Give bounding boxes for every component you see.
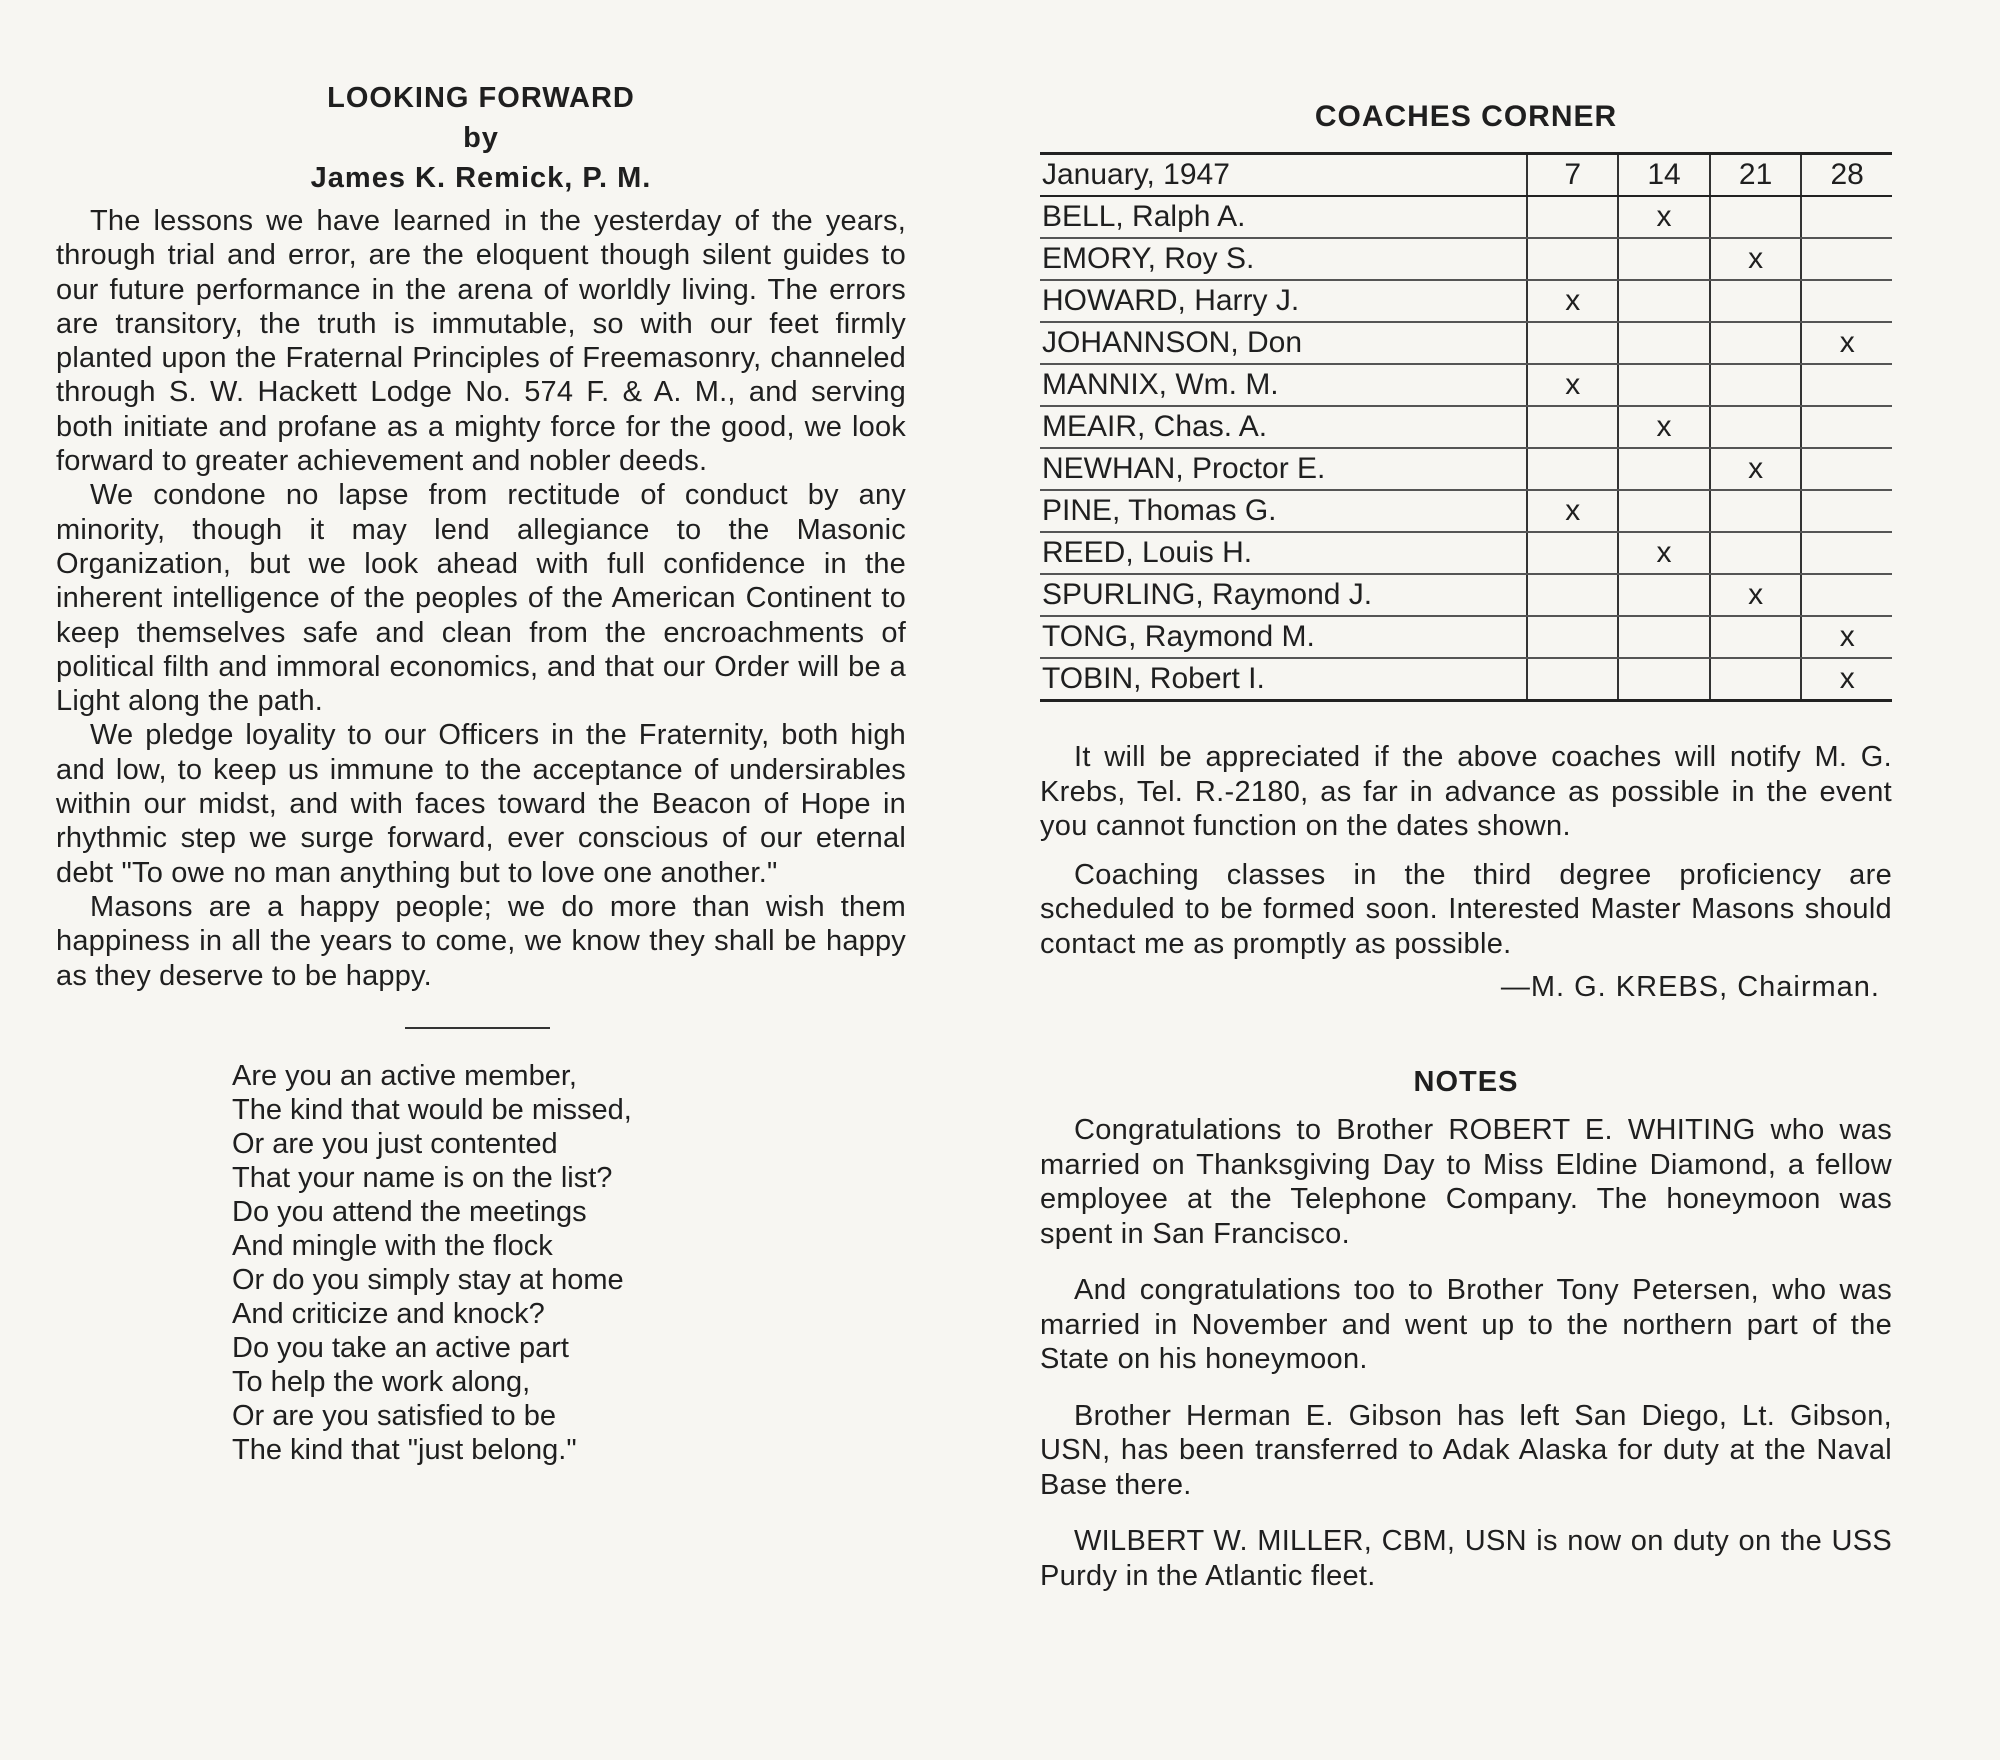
coach-mark	[1618, 616, 1710, 658]
table-row	[1040, 532, 1892, 574]
coach-mark	[1527, 574, 1618, 616]
coach-mark	[1710, 532, 1802, 574]
article-paragraph: We pledge loyality to our Officers in the Fraternity, both high and low, to keep us immune to the acceptance of undersirables within our midst, and with faces toward the Beacon of Hope in rhythmic step we surge forward, ever conscious of our eternal debt "To owe no man anything but to love one another."	[56, 719, 906, 889]
coach-mark	[1618, 448, 1710, 490]
coach-mark: x	[1801, 658, 1892, 701]
coach-mark	[1618, 490, 1710, 532]
coaches-corner-title: COACHES CORNER	[1314, 100, 1618, 133]
coach-mark: x	[1618, 532, 1710, 574]
coaches-notice: It will be appreciated if the above coaches will notify M. G. Krebs, Tel. R.-2180, as far in advance as possible in the event you cannot function on the dates shown.	[1040, 741, 1892, 842]
article-byline-by: by	[463, 122, 499, 154]
table-row	[1040, 490, 1892, 532]
poem-line: The kind that would be missed,	[232, 1093, 632, 1126]
poem-line: Or do you simply stay at home	[232, 1263, 624, 1296]
article-paragraph: We condone no lapse from rectitude of conduct by any minority, though it may lend allegiance to the Masonic Organization, but we look ahead with full confidence in the inherent intelligence of the peoples of the American Continent to keep themselves safe and clean from the encroachments of political filth and immoral economics, and that our Order will be a Light along the path.	[56, 479, 906, 718]
table-row	[1040, 616, 1892, 658]
table-header-date: 14	[1618, 154, 1710, 197]
coach-name: REED, Louis H.	[1040, 532, 1527, 574]
coach-mark	[1710, 490, 1802, 532]
coach-name: SPURLING, Raymond J.	[1040, 574, 1527, 616]
coach-mark	[1618, 364, 1710, 406]
coaching-classes-notice: Coaching classes in the third degree proficiency are scheduled to be formed soon. Interested Master Masons should contact me as promptly as possible.	[1040, 858, 1892, 960]
poem-line: Or are you satisfied to be	[232, 1399, 556, 1432]
article-title: LOOKING FORWARD	[327, 82, 635, 114]
coach-mark	[1618, 658, 1710, 701]
coach-mark	[1710, 280, 1802, 322]
table-row	[1040, 448, 1892, 490]
coach-mark	[1801, 196, 1892, 238]
coach-mark	[1527, 658, 1618, 701]
article-author: James K. Remick, P. M.	[310, 162, 652, 194]
left-page	[56, 78, 906, 1467]
coach-mark	[1801, 364, 1892, 406]
coach-mark: x	[1618, 196, 1710, 238]
note-item: And congratulations too to Brother Tony Petersen, who was married in November and went up to the northern part of the State on his honeymoon.	[1040, 1274, 1892, 1375]
coach-mark	[1618, 280, 1710, 322]
coach-name: EMORY, Roy S.	[1040, 238, 1527, 280]
right-page	[1040, 100, 1892, 1593]
article-paragraph: Masons are a happy people; we do more than wish them happiness in all the years to come, we know they shall be happy as they deserve to be happy.	[56, 890, 906, 992]
coach-mark	[1618, 238, 1710, 280]
coach-name: TONG, Raymond M.	[1040, 616, 1527, 658]
coach-name: HOWARD, Harry J.	[1040, 280, 1527, 322]
poem	[232, 1059, 906, 1467]
table-header-date: 28	[1801, 154, 1892, 197]
table-header-month: January, 1947	[1040, 154, 1527, 197]
table-row	[1040, 280, 1892, 322]
coach-mark	[1527, 448, 1618, 490]
coach-mark	[1710, 322, 1802, 364]
coach-name: MEAIR, Chas. A.	[1040, 406, 1527, 448]
table-row	[1040, 658, 1892, 701]
note-item: Brother Herman E. Gibson has left San Diego, Lt. Gibson, USN, has been transferred to Adak Alaska for duty at the Naval Base there.	[1040, 1399, 1892, 1501]
coach-name: MANNIX, Wm. M.	[1040, 364, 1527, 406]
section-divider	[405, 1027, 550, 1029]
poem-line: Or are you just contented	[232, 1127, 558, 1160]
article-paragraph: The lessons we have learned in the yesterday of the years, through trial and error, are the eloquent though silent guides to our future performance in the arena of worldly living. The errors are transitory, the truth is immutable, so with our feet firmly planted upon the Fraternal Principles of Freemasonry, channeled through S. W. Hackett Lodge No. 574 F. & A. M., and serving both initiate and profane as a mighty force for the good, we look forward to greater achievement and nobler deeds.	[56, 205, 906, 478]
coach-mark	[1801, 574, 1892, 616]
coach-mark	[1801, 238, 1892, 280]
table-row	[1040, 364, 1892, 406]
coaches-table	[1040, 152, 1892, 702]
notes-title: NOTES	[1413, 1066, 1519, 1098]
coach-mark	[1801, 448, 1892, 490]
coach-mark	[1527, 196, 1618, 238]
table-row	[1040, 406, 1892, 448]
coach-mark	[1801, 406, 1892, 448]
coach-mark: x	[1527, 364, 1618, 406]
coach-mark	[1801, 280, 1892, 322]
coach-mark: x	[1618, 406, 1710, 448]
table-row	[1040, 196, 1892, 238]
coach-mark	[1710, 616, 1802, 658]
coach-mark	[1710, 196, 1802, 238]
coach-mark	[1527, 532, 1618, 574]
table-row	[1040, 238, 1892, 280]
coach-name: BELL, Ralph A.	[1040, 196, 1527, 238]
poem-line: Are you an active member,	[232, 1059, 577, 1092]
coach-mark	[1618, 574, 1710, 616]
poem-line: Do you attend the meetings	[232, 1195, 587, 1228]
poem-line: Do you take an active part	[232, 1331, 569, 1364]
coach-mark	[1527, 238, 1618, 280]
poem-line: That your name is on the list?	[232, 1161, 613, 1194]
coach-mark	[1710, 658, 1802, 701]
poem-line: The kind that "just belong."	[232, 1433, 577, 1466]
coach-mark	[1527, 322, 1618, 364]
coach-mark	[1710, 406, 1802, 448]
coach-mark: x	[1710, 448, 1802, 490]
poem-line: And criticize and knock?	[232, 1297, 545, 1330]
coach-mark	[1801, 532, 1892, 574]
signature: —M. G. KREBS, Chairman.	[1500, 971, 1880, 1003]
coach-mark	[1710, 364, 1802, 406]
coach-mark	[1527, 616, 1618, 658]
coach-mark: x	[1527, 490, 1618, 532]
table-row	[1040, 322, 1892, 364]
table-row	[1040, 574, 1892, 616]
coach-mark: x	[1527, 280, 1618, 322]
coach-mark	[1527, 406, 1618, 448]
poem-line: And mingle with the flock	[232, 1229, 553, 1262]
table-header-date: 21	[1710, 154, 1802, 197]
coach-name: PINE, Thomas G.	[1040, 490, 1527, 532]
coach-mark: x	[1710, 574, 1802, 616]
note-item: Congratulations to Brother ROBERT E. WHITING who was married on Thanksgiving Day to Miss Eldine Diamond, a fellow employee at the Telephone Company. The honeymoon was spent in San Francisco.	[1040, 1114, 1892, 1250]
note-item: WILBERT W. MILLER, CBM, USN is now on duty on the USS Purdy in the Atlantic fleet.	[1040, 1525, 1892, 1592]
coach-name: NEWHAN, Proctor E.	[1040, 448, 1527, 490]
coach-mark: x	[1710, 238, 1802, 280]
coach-name: JOHANNSON, Don	[1040, 322, 1527, 364]
coach-mark: x	[1801, 616, 1892, 658]
coach-name: TOBIN, Robert I.	[1042, 662, 1265, 695]
coach-mark	[1801, 490, 1892, 532]
table-header-row	[1040, 154, 1892, 197]
coach-mark	[1618, 322, 1710, 364]
coach-mark: x	[1801, 322, 1892, 364]
table-header-date: 7	[1527, 154, 1618, 197]
poem-line: To help the work along,	[232, 1365, 531, 1398]
